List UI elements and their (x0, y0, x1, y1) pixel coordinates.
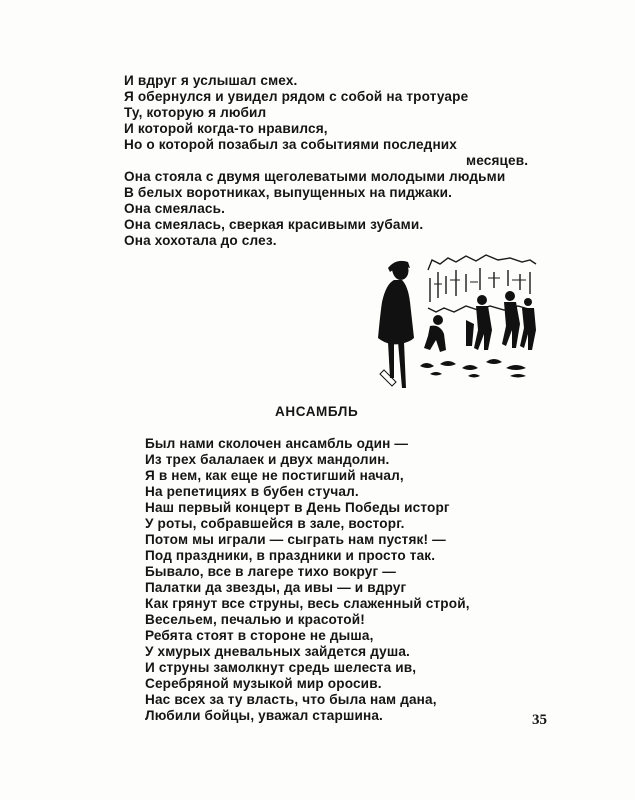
poem-line: Нас всех за ту власть, что была нам дана, (145, 692, 437, 707)
poem-line: Весельем, печалью и красотой! (145, 612, 365, 627)
poem-line: На репетициях в бубен стучал. (145, 484, 359, 499)
poem-line: Она смеялась. (124, 201, 226, 216)
poem-line: Серебряной музыкой мир оросив. (145, 676, 382, 691)
poem-line: Она хохотала до слез. (124, 233, 277, 248)
poem-line: Под праздники, в праздники и просто так. (145, 548, 436, 563)
poem-line: Потом мы играли — сыграть нам пустяк! — (145, 532, 446, 547)
poem-line: Из трех балалаек и двух мандолин. (145, 452, 390, 467)
street-scene-illustration-icon (370, 250, 540, 395)
poem-line: Был нами сколочен ансамбль один — (145, 436, 409, 451)
poem-line: У хмурых дневальных зайдется душа. (145, 644, 410, 659)
poem-line: Я в нем, как еще не постигший начал, (145, 468, 404, 483)
poem-line: В белых воротниках, выпущенных на пиджаки. (124, 185, 453, 200)
poem-line: И вдруг я услышал смех. (124, 73, 298, 88)
poem-line: И которой когда-то нравился, (124, 121, 328, 136)
poem-line: И струны замолкнут средь шелеста ив, (145, 660, 417, 675)
poem-line: Бывало, все в лагере тихо вокруг — (145, 564, 396, 579)
poem-line: Как грянут все струны, весь слаженный строй, (145, 596, 470, 611)
poem-line: Палатки да звезды, да ивы — и вдруг (145, 580, 407, 595)
poem-line: Любили бойцы, уважал старшина. (145, 708, 383, 723)
poem-line: У роты, собравшейся в зале, восторг. (145, 516, 405, 531)
poem-line: Ребята стоят в стороне не дыша, (145, 628, 374, 643)
poem-line: Она смеялась, сверкая красивыми зубами. (124, 217, 424, 232)
poem-line: Я обернулся и увидел рядом с собой на тротуаре (124, 89, 469, 104)
poem-line: Ту, которую я любил (124, 105, 267, 120)
poem-line: Она стояла с двумя щеголеватыми молодыми людьми (124, 169, 506, 184)
poem-title: АНСАМБЛЬ (275, 404, 359, 419)
poem-line-continuation: месяцев. (466, 153, 529, 168)
poem-line: Наш первый концерт в День Победы исторг (145, 500, 450, 515)
poem-line: Но о которой позабыл за событиями последних (124, 137, 458, 152)
page-number: 35 (532, 712, 547, 728)
